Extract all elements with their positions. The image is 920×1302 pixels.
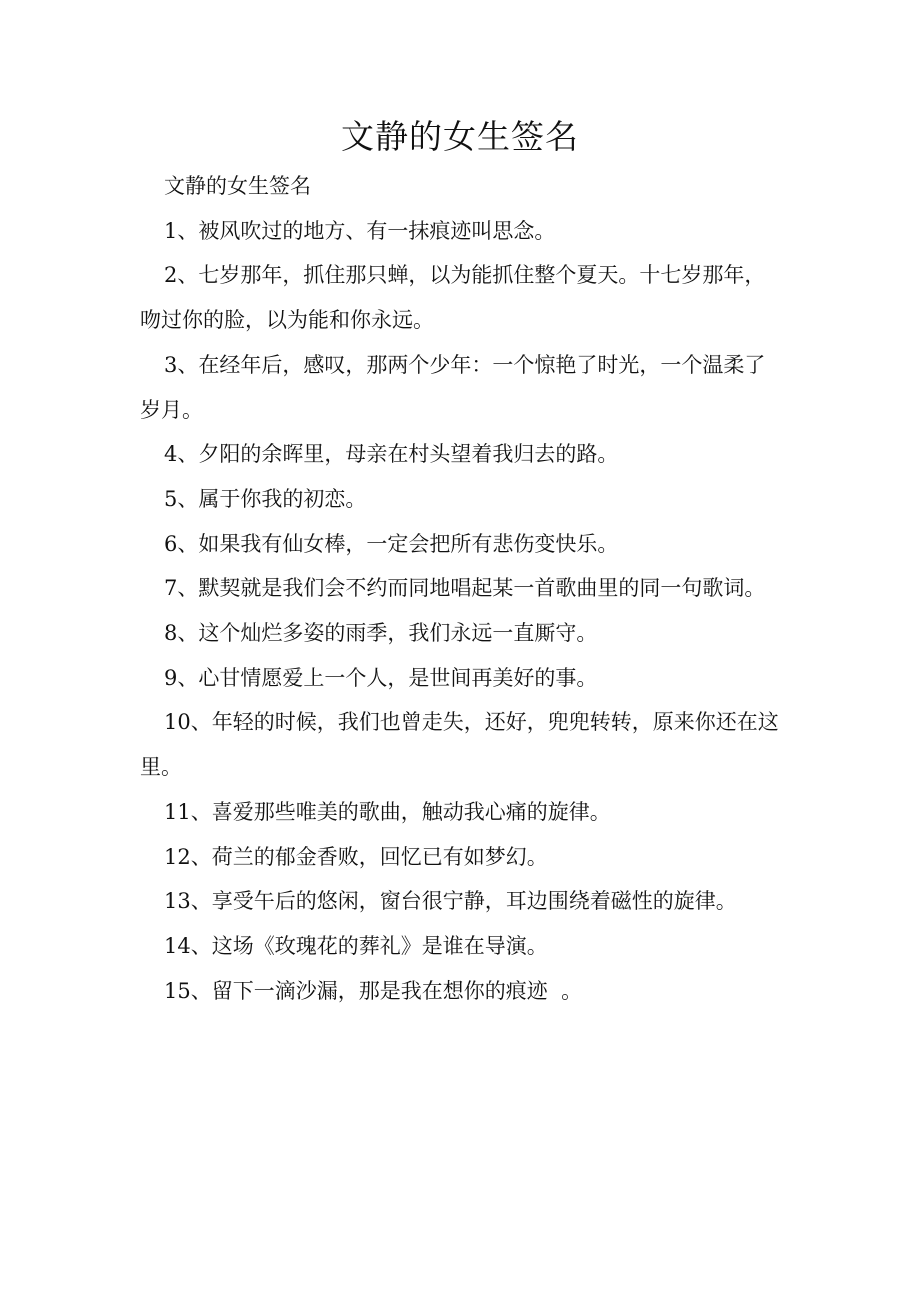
subtitle-paragraph: 文静的女生签名 [164, 174, 311, 198]
signature-item-11: 11、喜爱那些唯美的歌曲，触动我心痛的旋律。 [164, 799, 611, 824]
signature-item-1: 1、被风吹过的地方、有一抹痕迹叫思念。 [164, 218, 556, 243]
signature-item-14: 14、这场《玫瑰花的葬礼》是谁在导演。 [164, 933, 548, 958]
signature-item-3: 3、在经年后，感叹，那两个少年：一个惊艳了时光，一个温柔了岁月。 [140, 352, 766, 422]
signature-item-13: 13、享受午后的悠闲，窗台很宁静，耳边围绕着磁性的旋律。 [164, 889, 737, 914]
signature-item-8: 8、这个灿烂多姿的雨季，我们永远一直厮守。 [164, 621, 598, 646]
signature-item-5: 5、属于你我的初恋。 [164, 486, 367, 511]
signature-item-15: 15、留下一滴沙漏，那是我在想你的痕迹 。 [164, 978, 583, 1003]
document-body [140, 164, 780, 1013]
signature-item-6: 6、如果我有仙女棒，一定会把所有悲伤变快乐。 [164, 531, 619, 556]
signature-item-7: 7、默契就是我们会不约而同地唱起某一首歌曲里的同一句歌词。 [164, 576, 766, 601]
signature-item-9: 9、心甘情愿爱上一个人，是世间再美好的事。 [164, 665, 598, 690]
signature-item-10: 10、年轻的时候，我们也曾走失，还好，兜兜转转，原来你还在这里。 [140, 710, 779, 780]
signature-item-4: 4、夕阳的余晖里，母亲在村头望着我归去的路。 [164, 442, 619, 467]
signature-item-12: 12、荷兰的郁金香败，回忆已有如梦幻。 [164, 844, 548, 869]
signature-item-2: 2、七岁那年，抓住那只蝉，以为能抓住整个夏天。十七岁那年，吻过你的脸，以为能和你永远。 [140, 263, 766, 333]
document-title: 文静的女生签名 [341, 117, 579, 156]
